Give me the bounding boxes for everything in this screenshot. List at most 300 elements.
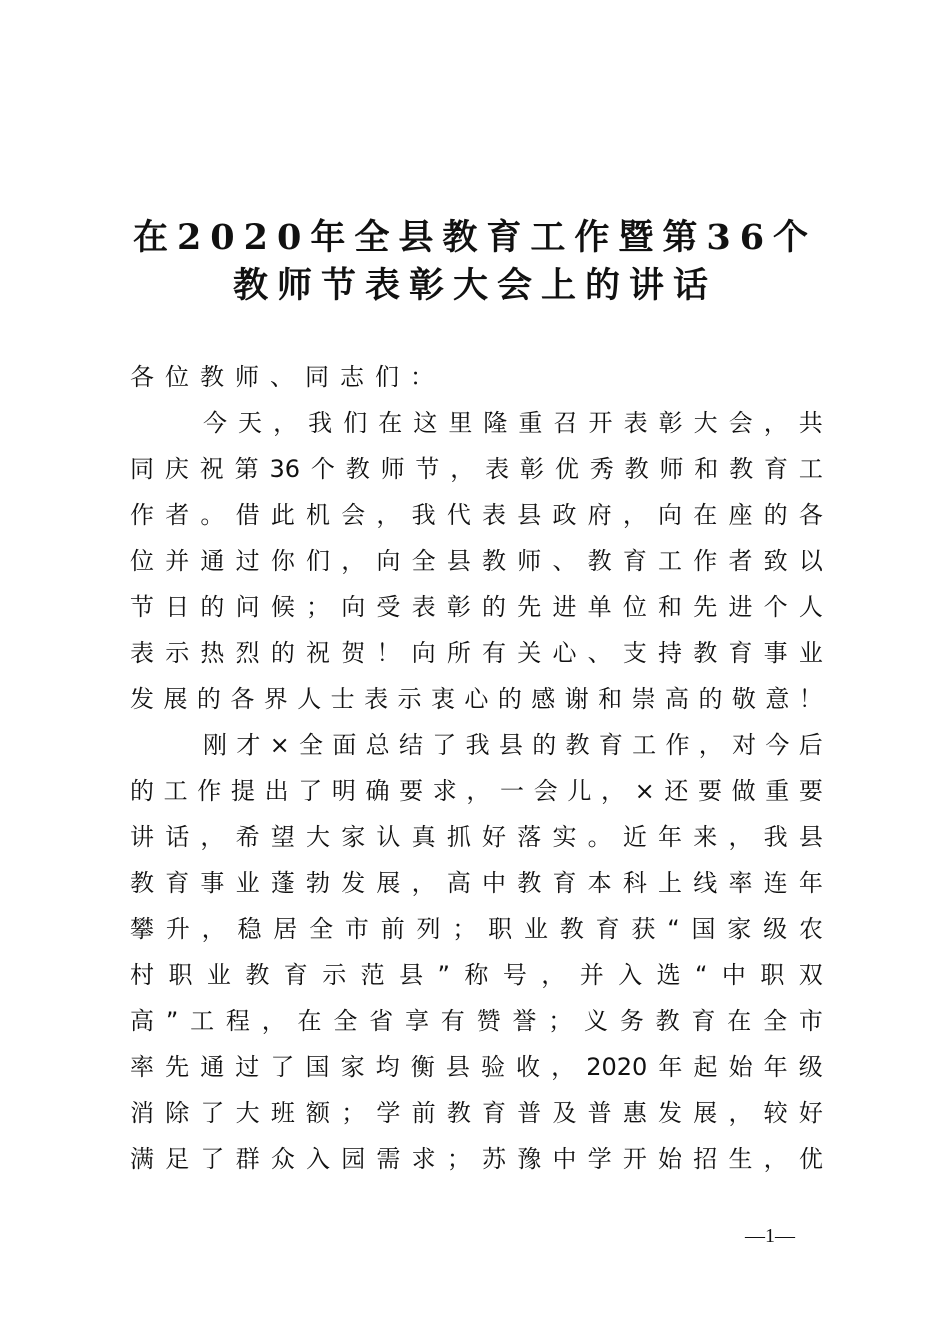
paragraph-2-line [130,1044,823,1090]
text-glyph: 市 [798,1007,823,1035]
text-glyph: 各 [130,363,154,391]
text-glyph: 村 [130,961,154,989]
text-glyph: 落 [517,823,542,851]
paragraph-2-line [130,768,823,814]
text-glyph: 的 [532,731,557,759]
text-glyph: 育 [622,547,647,575]
text-glyph: 、 [270,363,294,391]
text-glyph: 支 [622,639,647,667]
text-glyph: 教 [130,869,154,897]
text-glyph: 后 [798,731,823,759]
text-glyph: 希 [235,823,260,851]
text-glyph: ， [600,777,625,805]
text-glyph: 好 [482,823,507,851]
text-glyph: 育 [691,1007,716,1035]
text-glyph: 业 [798,639,823,667]
text-glyph: 教 [559,915,584,943]
text-glyph: 提 [230,777,255,805]
text-glyph: 大 [693,409,718,437]
text-glyph: 全 [309,915,334,943]
text-glyph: ， [541,961,566,989]
text-glyph: 享 [404,1007,429,1035]
text-glyph: 求 [411,1145,436,1173]
text-glyph: 认 [376,823,401,851]
text-glyph: 事 [200,869,225,897]
text-glyph: 额 [306,1099,331,1127]
text-glyph: 起 [693,1053,718,1081]
text-glyph: 县 [446,547,471,575]
text-glyph: 育 [728,639,753,667]
text-glyph: 开 [622,1145,647,1173]
text-glyph: 升 [165,915,190,943]
text-glyph: 真 [411,823,436,851]
text-glyph: 业 [235,869,260,897]
text-glyph: 育 [283,961,308,989]
text-glyph: 天 [238,409,263,437]
text-glyph: 人 [297,685,322,713]
text-glyph: ， [201,915,226,943]
title-line-2: 教师节表彰大会上的讲话 [232,265,717,306]
text-glyph: 座 [728,501,753,529]
text-glyph: 开 [588,409,613,437]
text-glyph: 入 [618,961,643,989]
text-glyph: 的 [200,593,225,621]
text-glyph: 候 [270,593,295,621]
text-glyph: ； [548,1007,573,1035]
text-glyph: 在 [727,1007,752,1035]
paragraph-2-line [130,722,823,768]
text-glyph: 师 [517,547,542,575]
text-glyph: 了 [200,1099,225,1127]
text-glyph: 心 [552,639,577,667]
text-glyph: ， [551,1053,576,1081]
text-glyph: 普 [587,1099,612,1127]
text-glyph: 对 [732,731,757,759]
text-glyph: 政 [552,501,577,529]
text-glyph: 日 [165,593,190,621]
text-glyph: 大 [235,1099,260,1127]
text-glyph: 结 [398,731,423,759]
text-glyph: 要 [798,777,823,805]
text-glyph: ， [450,455,475,483]
text-glyph: ， [341,547,366,575]
text-glyph: 我 [308,409,333,437]
text-glyph: × [269,731,290,759]
text-glyph: ； [341,1099,366,1127]
text-glyph: 年 [798,869,823,897]
text-glyph: 教 [517,869,542,897]
text-glyph: 发 [658,1099,683,1127]
text-glyph: 机 [306,501,331,529]
text-glyph: 示 [397,685,422,713]
text-glyph: 明 [331,777,356,805]
text-glyph: 工 [798,455,823,483]
text-glyph: ！ [376,639,401,667]
text-glyph: 了 [432,731,457,759]
text-glyph: 农 [798,915,823,943]
text-glyph: ， [763,409,788,437]
text-glyph: 事 [763,639,788,667]
text-glyph: 作 [665,731,690,759]
text-glyph: 彰 [520,455,544,483]
text-glyph: ” [165,1007,179,1035]
text-glyph: ： [410,363,434,391]
text-glyph: 教 [482,547,507,575]
text-glyph: 刚 [203,731,227,759]
text-glyph: 各 [798,501,823,529]
text-glyph: 庆 [164,455,189,483]
text-glyph: 作 [693,547,718,575]
text-glyph: 府 [587,501,612,529]
text-glyph: 彰 [446,593,471,621]
text-glyph: 高 [446,869,471,897]
text-glyph: 高 [130,1007,154,1035]
text-glyph: 苏 [482,1145,507,1173]
text-glyph: 个 [763,593,788,621]
speech-body [130,354,823,1182]
paragraph-2-line [130,860,823,906]
text-glyph: 园 [341,1145,366,1173]
text-glyph: 始 [728,1053,753,1081]
text-glyph: 县 [445,1053,470,1081]
text-glyph: 赞 [476,1007,501,1035]
text-glyph: 36 [269,455,300,483]
text-glyph: 们 [375,363,399,391]
text-glyph: 还 [664,777,689,805]
text-glyph: 和 [598,685,623,713]
text-glyph: 通 [200,547,225,575]
text-glyph: 的 [196,685,221,713]
text-glyph: 。 [200,501,225,529]
text-glyph: 各 [230,685,255,713]
paragraph-1-line [130,676,823,722]
text-glyph: 个 [310,455,335,483]
text-glyph: 的 [698,685,723,713]
text-glyph: 列 [416,915,441,943]
text-glyph: 师 [659,455,684,483]
text-glyph: 话 [165,823,190,851]
text-glyph: 师 [380,455,405,483]
text-glyph: 县 [399,961,424,989]
text-glyph: 务 [619,1007,644,1035]
text-glyph: 们 [306,547,331,575]
text-glyph: 向 [658,501,683,529]
text-glyph: 今 [203,409,227,437]
text-glyph: 出 [264,777,289,805]
text-glyph: 前 [380,915,405,943]
text-glyph: 教 [200,363,224,391]
text-glyph: 全 [763,1007,788,1035]
text-glyph: 展 [376,869,401,897]
text-glyph: 我 [465,731,490,759]
text-glyph: 中 [482,869,507,897]
text-glyph: 的 [497,685,522,713]
text-glyph: 和 [658,593,683,621]
paragraph-1-line [130,446,823,492]
text-glyph: 表 [482,501,507,529]
text-glyph: 向 [411,639,436,667]
text-glyph: 意 [765,685,790,713]
text-glyph: 职 [168,961,193,989]
text-glyph: 表 [623,409,648,437]
text-glyph: 同 [305,363,329,391]
text-glyph: 职 [760,961,785,989]
paragraph-2-line [130,952,823,998]
text-glyph: ， [261,1007,286,1035]
text-glyph: 的 [270,639,295,667]
text-glyph: ， [622,501,647,529]
text-glyph: 示 [165,639,190,667]
text-glyph: 誉 [512,1007,537,1035]
text-glyph: ， [763,1145,788,1173]
text-glyph: 号 [502,961,527,989]
text-glyph: 近 [622,823,647,851]
text-glyph: 望 [270,823,295,851]
paragraph-2-line [130,814,823,860]
paragraph-2-line [130,1136,823,1182]
text-glyph: 同 [130,455,154,483]
text-glyph: 衡 [410,1053,435,1081]
greeting [130,354,823,400]
text-glyph: 抓 [446,823,471,851]
text-glyph: 祝 [199,455,224,483]
text-glyph: 众 [270,1145,295,1173]
text-glyph: 育 [552,869,577,897]
text-glyph: 此 [270,501,295,529]
text-glyph: 好 [798,1099,823,1127]
text-glyph: ， [728,823,753,851]
text-glyph: 位 [130,547,154,575]
text-glyph: 育 [598,731,623,759]
text-glyph: 收 [516,1053,541,1081]
text-glyph: 满 [130,1145,154,1173]
text-glyph: 会 [533,777,558,805]
text-glyph: 、 [552,547,577,575]
text-glyph: 崇 [631,685,656,713]
text-glyph: 教 [446,1099,471,1127]
text-glyph: 班 [270,1099,295,1127]
text-glyph: 优 [798,1145,823,1173]
text-glyph: 敬 [731,685,756,713]
text-glyph: 前 [411,1099,436,1127]
text-glyph: 在 [693,501,718,529]
text-glyph: 位 [622,593,647,621]
text-glyph: 选 [656,961,681,989]
text-glyph: 节 [130,593,154,621]
text-glyph: 教 [245,961,270,989]
text-glyph: 教 [587,547,612,575]
text-glyph: 育 [482,1099,507,1127]
text-glyph: 向 [341,593,366,621]
text-glyph: 代 [446,501,471,529]
text-glyph: ， [411,869,436,897]
text-glyph: 彰 [658,409,683,437]
text-glyph: 验 [480,1053,505,1081]
text-glyph: 国 [691,915,716,943]
text-glyph: 有 [440,1007,465,1035]
page-number: —1— [745,1225,795,1247]
text-glyph: ； [446,1145,471,1173]
text-glyph: 表 [485,455,510,483]
text-glyph: 并 [165,547,190,575]
text-glyph: 均 [375,1053,400,1081]
text-glyph: 工 [632,731,657,759]
text-glyph: ， [273,409,298,437]
text-glyph: 通 [200,1053,225,1081]
text-glyph: 致 [763,547,788,575]
text-glyph: ” [437,961,450,989]
text-glyph: 单 [587,593,612,621]
text-glyph: 全 [411,547,436,575]
text-glyph: 节 [415,455,440,483]
paragraph-1-line [130,538,823,584]
text-glyph: 先 [693,593,718,621]
text-glyph: 工 [658,547,683,575]
text-glyph: 我 [763,823,788,851]
text-glyph: 感 [531,685,556,713]
text-glyph: 级 [798,1053,823,1081]
text-glyph: 面 [332,731,357,759]
text-glyph: 持 [658,639,683,667]
text-glyph: 确 [365,777,390,805]
text-glyph: 程 [225,1007,250,1035]
text-glyph: 工 [163,777,188,805]
text-glyph: 会 [728,409,753,437]
text-glyph: 年 [658,823,683,851]
text-glyph: 里 [448,409,473,437]
text-glyph: × [634,777,655,805]
text-glyph: 者 [728,547,753,575]
text-glyph: 双 [798,961,823,989]
text-glyph: 你 [270,547,295,575]
text-glyph: 育 [595,915,620,943]
text-glyph: 讲 [130,823,154,851]
text-glyph: 第 [234,455,259,483]
text-glyph: ， [200,823,225,851]
text-glyph: 志 [340,363,364,391]
text-glyph: 表 [130,639,154,667]
text-glyph: 会 [341,501,366,529]
text-glyph: 育 [764,455,789,483]
text-glyph: 先 [517,593,542,621]
text-glyph: 要 [399,777,424,805]
text-glyph: 学 [376,1099,401,1127]
paragraph-1-line [130,584,823,630]
text-glyph: 足 [165,1145,190,1173]
text-glyph: 入 [306,1145,331,1173]
text-glyph: 受 [376,593,401,621]
text-glyph: 县 [798,823,823,851]
document-title [110,214,840,310]
text-glyph: 惠 [622,1099,647,1127]
text-glyph: 获 [631,915,656,943]
text-glyph: 谢 [564,685,589,713]
text-glyph: 烈 [235,639,260,667]
text-glyph: 师 [235,363,259,391]
text-glyph: 在 [378,409,403,437]
text-glyph: 市 [344,915,369,943]
text-glyph: 除 [165,1099,190,1127]
text-glyph: 儿 [567,777,592,805]
text-glyph: 做 [731,777,756,805]
text-glyph: 工 [190,1007,215,1035]
text-glyph: 求 [432,777,457,805]
text-glyph: 率 [130,1053,154,1081]
text-glyph: ， [466,777,491,805]
text-glyph: 蓬 [270,869,295,897]
text-glyph: 重 [518,409,543,437]
text-glyph: 年 [658,1053,683,1081]
text-glyph: 借 [235,501,260,529]
text-glyph: 热 [200,639,225,667]
text-glyph: 过 [235,1053,260,1081]
text-glyph: 共 [798,409,823,437]
text-glyph: 的 [130,777,154,805]
title-line-1: 在2020年全县教育工作暨第36个 [132,217,818,258]
text-glyph: 勃 [306,869,331,897]
text-glyph: 一 [500,777,525,805]
text-glyph: 发 [341,869,366,897]
text-glyph: 上 [658,869,683,897]
text-glyph: 进 [552,593,577,621]
text-glyph: 今 [765,731,790,759]
text-glyph: 才 [236,731,261,759]
text-glyph: ； [452,915,477,943]
paragraph-1-line [130,492,823,538]
text-glyph: 及 [552,1099,577,1127]
text-glyph: 消 [130,1099,154,1127]
text-glyph: 较 [763,1099,788,1127]
text-glyph: 攀 [130,915,154,943]
text-glyph: 实 [552,823,577,851]
text-glyph: 示 [322,961,347,989]
text-glyph: ！ [798,685,823,713]
text-glyph: 的 [482,593,507,621]
text-glyph: 、 [587,639,612,667]
paragraph-1-line [130,630,823,676]
text-glyph: 和 [694,455,719,483]
text-glyph: 始 [658,1145,683,1173]
text-glyph: 连 [763,869,788,897]
text-glyph: 业 [206,961,231,989]
text-glyph: 发 [130,685,154,713]
paragraph-1-line [130,400,823,446]
text-glyph: 展 [163,685,188,713]
text-glyph: 全 [299,731,324,759]
text-glyph: 普 [517,1099,542,1127]
text-glyph: 界 [263,685,288,713]
text-glyph: 中 [721,961,746,989]
text-glyph: 隆 [483,409,508,437]
text-glyph: 表 [411,593,436,621]
text-glyph: 稳 [237,915,262,943]
text-glyph: 以 [798,547,823,575]
text-glyph: ； [306,593,331,621]
text-glyph: 教 [624,455,649,483]
text-glyph: 家 [341,823,366,851]
text-glyph: 先 [165,1053,190,1081]
text-glyph: 豫 [517,1145,542,1173]
text-glyph: 在 [297,1007,322,1035]
paragraph-2-line [130,1090,823,1136]
text-glyph: 国 [305,1053,330,1081]
text-glyph: 生 [728,1145,753,1173]
text-glyph: ， [698,731,723,759]
text-glyph: 问 [235,593,260,621]
text-glyph: 有 [482,639,507,667]
text-glyph: ， [728,1099,753,1127]
text-glyph: 教 [345,455,370,483]
